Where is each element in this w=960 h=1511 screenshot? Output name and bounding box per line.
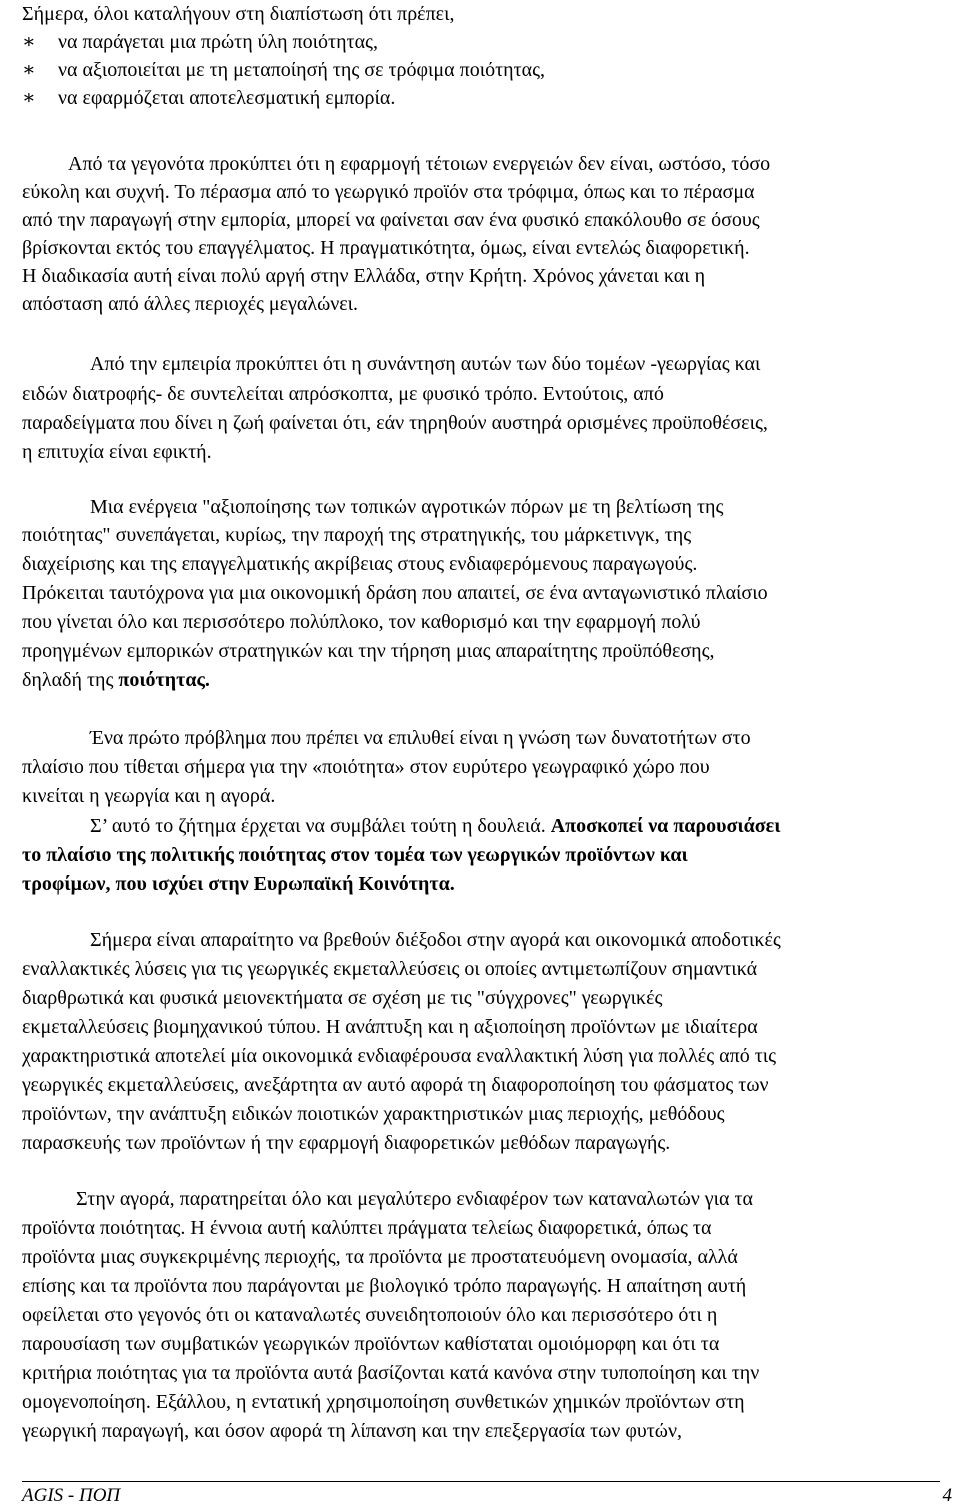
page-number: 4 — [942, 1485, 952, 1506]
paragraph-line: προηγμένων εμπορικών στρατηγικών και την τήρηση μιας απαραίτητης προϋπόθεσης, — [22, 640, 715, 662]
text-normal: Σ’ αυτό το ζήτημα έρχεται να συμβάλει τούτη η δουλειά. — [90, 815, 551, 837]
paragraph-line: απόσταση από άλλες περιοχές μεγαλώνει. — [22, 293, 359, 315]
emphasis-text: ποιότητας. — [118, 669, 210, 691]
paragraph-line: που γίνεται όλο και περισσότερο πολύπλοκο, τον καθορισμό και την εφαρμογή πολύ — [22, 611, 701, 633]
paragraph-line: οφείλεται στο γεγονός ότι οι καταναλωτές συνειδητοποιούν όλο και περισσότερο ότι η — [22, 1304, 718, 1326]
paragraph-line: εύκολη και συχνή. Το πέρασμα από το γεωργικό προϊόν στα τρόφιμα, όπως και το πέρασμα — [22, 181, 755, 203]
paragraph-line: διαχείρισης και της επαγγελματικής ακρίβειας στους ενδιαφερόμενους παραγωγούς. — [22, 553, 698, 575]
paragraph-line: Από τα γεγονότα προκύπτει ότι η εφαρμογή τέτοιων ενεργειών δεν είναι, ωστόσο, τόσο — [68, 153, 771, 175]
intro-line: Σήμερα, όλοι καταλήγουν στη διαπίστωση ότι πρέπει, — [22, 3, 455, 25]
paragraph-line: Σήμερα είναι απαραίτητο να βρεθούν διέξοδοι στην αγορά και οικονομικά αποδοτικές — [90, 929, 781, 951]
paragraph-line: εκμεταλλεύσεις βιομηχανικού τύπου. Η ανάπτυξη και η αξιοποίηση προϊόντων με ιδιαίτερα — [22, 1016, 758, 1038]
paragraph-line: κριτήρια ποιότητας για τα προϊόντα αυτά βασίζονται κατά κανόνα στην τυποποίηση και την — [22, 1362, 760, 1384]
paragraph-line: προϊόντα μιας συγκεκριμένης περιοχής, τα προϊόντα με προστατευόμενη ονομασία, αλλά — [22, 1246, 738, 1268]
bullet-item — [22, 56, 545, 84]
paragraph-line: παρουσίαση των συμβατικών γεωργικών προϊόντων καθίσταται ομοιόμορφη και ότι τα — [22, 1333, 720, 1355]
bullet-text: να αξιοποιείται με τη μεταποίησή της σε τρόφιμα ποιότητας, — [58, 59, 546, 81]
paragraph-line: εναλλακτικές λύσεις για τις γεωργικές εκμεταλλεύσεις οι οποίες αντιμετωπίζουν σημαντικά — [22, 958, 758, 980]
bullet-text: να εφαρμόζεται αποτελεσματική εμπορία. — [58, 87, 396, 109]
bullet-icon: ∗ — [22, 31, 36, 53]
paragraph-line: προϊόντων, την ανάπτυξη ειδικών ποιοτικών χαρακτηριστικών μιας περιοχής, μεθόδους — [22, 1103, 725, 1125]
paragraph-line: χαρακτηριστικά αποτελεί μία οικονομικά ενδιαφέρουσα εναλλακτική λύση για πολλές από τις — [22, 1045, 777, 1067]
emphasis-text: Αποσκοπεί να παρουσιάσει — [550, 815, 781, 837]
paragraph-line: Πρόκειται ταυτόχρονα για μια οικονομική δράση που απαιτεί, σε ένα ανταγωνιστικό πλαίσιο — [22, 582, 768, 604]
bullet-icon: ∗ — [22, 87, 36, 109]
paragraph-line: Η διαδικασία αυτή είναι πολύ αργή στην Ελλάδα, στην Κρήτη. Χρόνος χάνεται και η — [22, 265, 706, 287]
paragraph-line: ειδών διατροφής- δε συντελείται απρόσκοπτα, με φυσικό τρόπο. Εντούτοις, από — [22, 383, 664, 405]
paragraph-line: κινείται η γεωργία και η αγορά. — [22, 785, 276, 807]
paragraph-line: διαρθρωτικά και φυσικά μειονεκτήματα σε σχέση με τις "σύγχρονες" γεωργικές — [22, 987, 663, 1009]
paragraph-line: γεωργική παραγωγή, και όσον αφορά τη λίπανση και την επεξεργασία των φυτών, — [22, 1420, 683, 1442]
paragraph-line: πλαίσιο που τίθεται σήμερα για την «ποιότητα» στον ευρύτερο γεωγραφικό χώρο που — [22, 756, 710, 778]
paragraph-line: από την παραγωγή στην εμπορία, μπορεί να φαίνεται σαν ένα φυσικό επακόλουθο σε όσους — [22, 209, 760, 231]
paragraph-line: ομογενοποίηση. Εξάλλου, η εντατική χρησιμοποίηση συνθετικών χημικών προϊόντων στη — [22, 1391, 745, 1413]
paragraph-line: επίσης και τα προϊόντα που παράγονται με βιολογικό τρόπο παραγωγής. Η απαίτηση αυτή — [22, 1275, 747, 1297]
bullet-item — [22, 84, 395, 112]
paragraph-line: παραδείγματα που δίνει η ζωή φαίνεται ότι, εάν τηρηθούν αυστηρά ορισμένες προϋποθέσεις, — [22, 412, 768, 434]
paragraph-line: Μια ενέργεια "αξιοποίησης των τοπικών αγροτικών πόρων με τη βελτίωση της — [90, 496, 724, 518]
paragraph-line: η επιτυχία είναι εφικτή. — [22, 441, 212, 463]
footer-title: AGIS - ΠΟΠ — [22, 1485, 121, 1506]
paragraph-line: Στην αγορά, παρατηρείται όλο και μεγαλύτερο ενδιαφέρον των καταναλωτών για τα — [76, 1188, 754, 1210]
emphasis-line: το πλαίσιο της πολιτικής ποιότητας στον τομέα των γεωργικών προϊόντων και — [22, 844, 688, 866]
paragraph-line: προϊόντα ποιότητας. Η έννοια αυτή καλύπτει πράγματα τελείως διαφορετικά, όπως τα — [22, 1217, 712, 1239]
footer-divider — [22, 1481, 940, 1482]
bullet-text: να παράγεται μια πρώτη ύλη ποιότητας, — [58, 31, 378, 53]
bullet-item — [22, 28, 378, 56]
paragraph-line — [22, 666, 210, 694]
bullet-icon: ∗ — [22, 59, 36, 81]
paragraph-line: βρίσκονται εκτός του επαγγέλματος. Η πραγματικότητα, όμως, είναι εντελώς διαφορετική. — [22, 237, 750, 259]
paragraph-line: γεωργικές εκμεταλλεύσεις, ανεξάρτητα αν αυτό αφορά τη διαφοροποίηση του φάσματος των — [22, 1074, 769, 1096]
paragraph-line: ποιότητας" συνεπάγεται, κυρίως, την παροχή της στρατηγικής, του μάρκετινγκ, της — [22, 524, 692, 546]
paragraph-line: παρασκευής των προϊόντων ή την εφαρμογή διαφορετικών μεθόδων παραγωγής. — [22, 1132, 671, 1154]
text-normal: δηλαδή της — [22, 669, 119, 691]
paragraph-line: Ένα πρώτο πρόβλημα που πρέπει να επιλυθεί είναι η γνώση των δυνατοτήτων στο — [90, 727, 751, 749]
paragraph-line: Από την εμπειρία προκύπτει ότι η συνάντηση αυτών των δύο τομέων -γεωργίας και — [90, 353, 761, 375]
paragraph-line — [90, 812, 780, 840]
emphasis-line: τροφίμων, που ισχύει στην Ευρωπαϊκή Κοινότητα. — [22, 873, 455, 895]
